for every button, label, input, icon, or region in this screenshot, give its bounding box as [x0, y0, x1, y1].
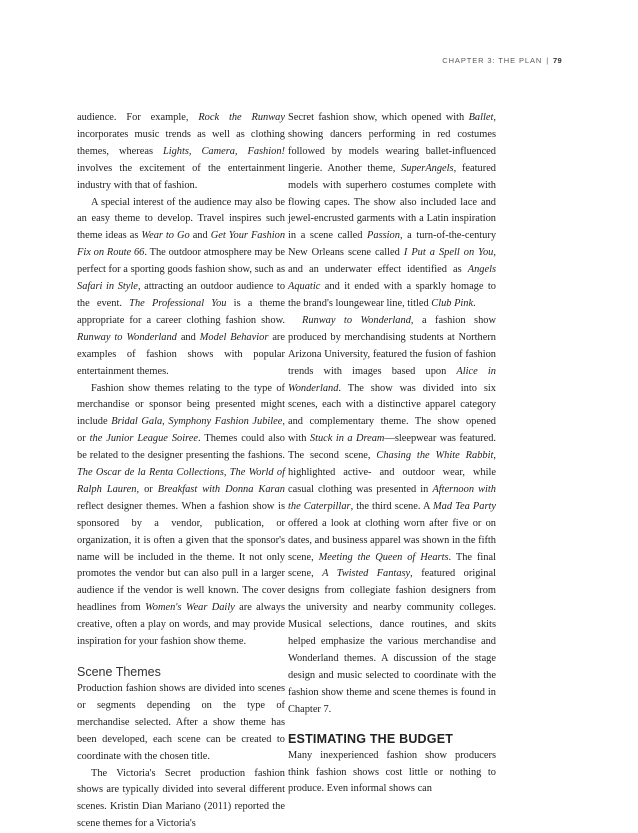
italic-title: Chasing the White Rabbit — [376, 450, 494, 462]
italic-title: Runway to Wonderland — [77, 331, 177, 343]
paragraph: Many inexperienced fashion show producers think fashion shows cost little or nothing to produce. Even informal shows can — [288, 749, 496, 795]
paragraph: The Victoria's Secret production fashion shows are typically divided into several different scenes. Kristin Dian Mariano (2011) reported the scene themes for a Victoria's — [77, 767, 285, 830]
italic-title: the Junior League Soiree — [89, 433, 199, 445]
italic-title: Ballet — [468, 112, 494, 123]
page-number: 79 — [553, 56, 562, 65]
italic-title: Afternoon with the Caterpillar — [288, 483, 496, 512]
chapter-title: CHAPTER 3: THE PLAN — [442, 56, 543, 65]
italic-title: Alice in Wonderland — [288, 365, 496, 394]
paragraph: Production fashion shows are divided into scenes or segments depending on the type of merchandise selected. After a show theme has been developed, each scene can be created to coordinate with the chosen title. — [77, 683, 285, 762]
italic-title: The Oscar de la Renta Collections, The World of Ralph Lauren, — [77, 467, 285, 495]
paragraph: A special interest of the audience may also be an easy theme to develop. Travel inspires such theme ideas as Wear to Go and Get Your Fashion Fix on Route 66. The outdoor atmosphere may be perfect for a sporting goods fashion show, such as Safari in Style, attracting an outdoor audience to the event. The Professional You is a theme appropriate for a career clothing fashion show. Runway to Wonderland and Model Behavior are examples of fashion shows with popular entertainment themes. — [77, 196, 286, 377]
italic-title: Wear to Go — [141, 230, 190, 242]
italic-title: A Twisted Fantasy — [322, 568, 411, 580]
italic-title: SuperAngels — [401, 162, 454, 174]
header-separator: | — [546, 56, 550, 65]
italic-title: Bridal Gala, Symphony Fashion Jubilee, — [111, 416, 286, 428]
section-heading-scene-themes: Scene Themes — [77, 665, 161, 679]
italic-title: Model Behavior — [199, 331, 269, 343]
paragraph: audience. For example, Rock the Runway incorporates music trends as well as clothing themes, whereas Lights, Camera, Fashion! involves the excitement of the entertainment industry with that of fashion. — [77, 112, 285, 191]
italic-title: Get Your Fashion Fix on Route 66 — [77, 230, 286, 259]
italic-title: Mad Tea Party — [433, 500, 496, 512]
italic-title: Passion — [367, 230, 400, 242]
italic-title: The Professional You — [129, 297, 227, 309]
italic-title: Women's Wear Daily — [145, 602, 235, 614]
left-column — [77, 110, 285, 833]
italic-title: Stuck in a Dream — [309, 433, 385, 445]
running-head — [442, 56, 562, 65]
italic-title: Angels Aquatic — [288, 264, 496, 293]
section-heading-estimating-budget: ESTIMATING THE BUDGET — [288, 731, 454, 746]
italic-title: Safari in Style — [77, 281, 138, 293]
right-column — [288, 110, 496, 798]
italic-title: Rock the Runway — [198, 112, 285, 123]
italic-title: Runway to Wonderland — [302, 314, 411, 326]
italic-title: I Put a Spell on You — [403, 247, 494, 259]
paragraph: Fashion show themes relating to the type of merchandise or sponsor being presented might include Bridal Gala, Symphony Fashion Jubilee, or the Junior League Soiree. Themes could also be related to the designer presenting the fashions. The Oscar de la Renta Collections, The World of Ralph Lauren, or Breakfast with Donna Karan reflect designer themes. When a fashion show is sponsored by a vendor, publication, or organization, it is often a given that the sponsor's name will be included in the theme. It not only promotes the vendor but can also pull in a larger audience if the vendor is well known. The cover headlines from Women's Wear Daily are always creative, often a play on words, and may provide inspiration for your fashion show theme. — [77, 382, 286, 648]
italic-title: Breakfast with Donna Karan — [157, 483, 285, 495]
paragraph: Secret fashion show, which opened with Ballet, showing dancers performing in red costumes followed by models wearing ballet-influenced lingerie. Another theme, SuperAngels, featured models with superhero costumes complete with flowing capes. The show also included lace and jewel-encrusted garments with a Latin inspiration in a scene called Passion, a turn-of-the-century New Orleans scene called I Put a Spell on You, and an underwater effect identified as Angels Aquatic and it ended with a sparkly homage to the brand's loungewear line, titled Club Pink. — [288, 112, 497, 309]
paragraph: Runway to Wonderland, a fashion show produced by merchandising students at Northern Arizona University, featured the fusion of fashion trends with images based upon Alice in Wonderland. The show was divided into six scenes, each with a distinctive apparel category and complementary theme. The show opened with Stuck in a Dream—sleepwear was featured. The second scene, Chasing the White Rabbit, highlighted active- and outdoor wear, while casual clothing was presented in Afternoon with the Caterpillar, the third scene. A Mad Tea Party offered a look at clothing worn after five or on dates, and business apparel was shown in the fifth scene, Meeting the Queen of Hearts. The final scene, A Twisted Fantasy, featured original designs from collegiate fashion designers from the university and nearby community colleges. Musical selections, dance routines, and skits helped emphasize the various merchandise and Wonderland themes. A discussion of the stage design and music selected to coordinate with the fashion show theme and scene themes is found in Chapter 7. — [288, 314, 497, 715]
italic-title: Lights, Camera, Fashion! — [162, 145, 285, 157]
italic-title: Club Pink — [431, 297, 474, 309]
italic-title: Meeting the Queen of Hearts — [318, 551, 449, 563]
